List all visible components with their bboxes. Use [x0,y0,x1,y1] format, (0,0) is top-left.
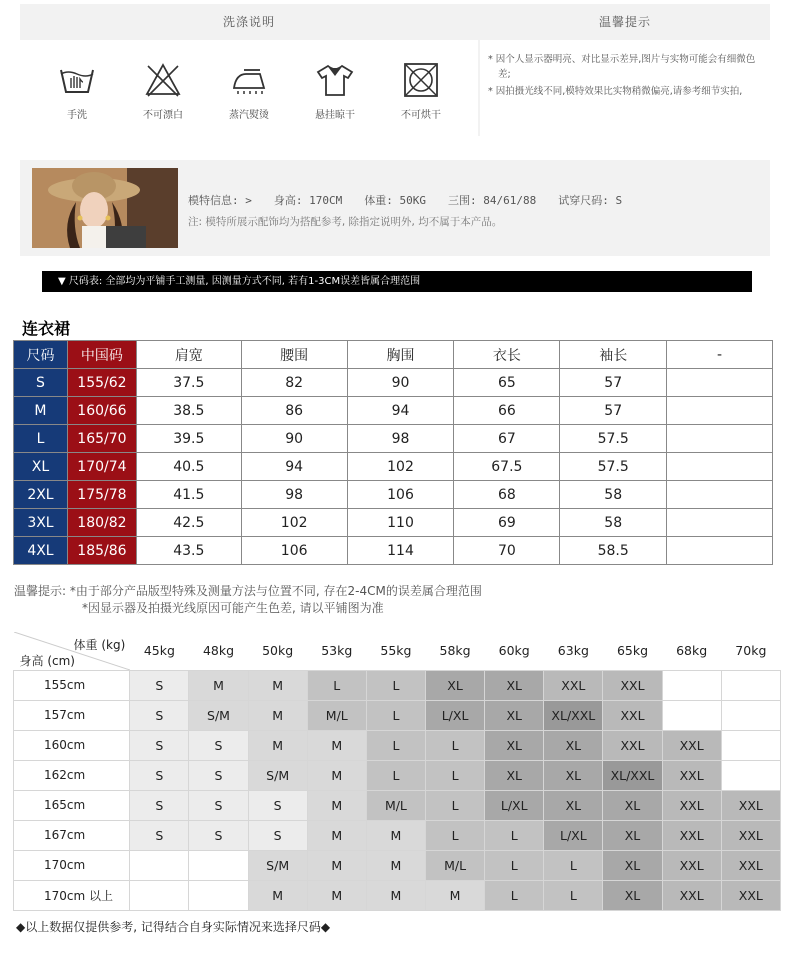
table-cell: 3XL [14,509,68,537]
size-cell: L [426,730,485,760]
height-label: 167cm [14,820,130,850]
care-item-hang-dry: 悬挂晾干 [300,62,370,121]
weight-header: 58kg [426,632,485,670]
model-measurements: 三围: 84/61/88 [447,194,537,207]
size-cell: M/L [307,700,366,730]
size-cell: M [366,820,425,850]
table-row [14,397,773,425]
table-row [14,850,781,880]
size-cell: M [307,790,366,820]
table-cell: 106 [347,481,454,509]
size-cell [721,730,780,760]
size-cell: S [189,790,248,820]
table-cell: 94 [241,453,347,481]
size-table-header [14,341,773,369]
size-cell: XL [544,790,603,820]
size-cell: L [485,850,544,880]
size-cell [721,760,780,790]
header-cell: 袖长 [560,341,667,369]
header-cell: 胸围 [347,341,454,369]
table-cell: 39.5 [136,425,241,453]
table-cell: 58.5 [560,537,667,565]
size-cell: M [307,820,366,850]
care-item-no-tumble-dry: 不可烘干 [386,62,456,121]
table-cell [667,537,773,565]
size-cell: L [307,670,366,700]
table-cell: 82 [241,369,347,397]
header-cell: 中国码 [67,341,136,369]
size-cell: XL [485,700,544,730]
height-label: 170cm 以上 [14,880,130,910]
table-cell [667,425,773,453]
table-cell: 43.5 [136,537,241,565]
hand-wash-icon [58,62,96,98]
table-cell: 68 [454,481,560,509]
model-weight: 体重: 50KG [364,194,426,207]
size-cell [130,880,189,910]
notice-panel [480,4,770,136]
size-cell [662,670,721,700]
table-cell: 67.5 [454,453,560,481]
size-cell: XL/XXL [544,700,603,730]
table-cell: 94 [347,397,454,425]
size-cell: S/M [189,700,248,730]
table-cell: 37.5 [136,369,241,397]
table-cell: 4XL [14,537,68,565]
table-cell: 67 [454,425,560,453]
height-axis-label: 身高 (cm) [19,654,75,668]
size-cell: L [366,700,425,730]
height-label: 157cm [14,700,130,730]
washing-title: 洗涤说明 [222,15,275,29]
table-cell [667,481,773,509]
table-row [14,425,773,453]
table-cell: 90 [241,425,347,453]
size-cell: S [189,730,248,760]
size-recommendation-grid [13,632,781,911]
size-cell [662,700,721,730]
table-cell: 57 [560,397,667,425]
size-cell: XL [426,670,485,700]
table-row [14,369,773,397]
size-tip [14,583,482,617]
table-row [14,760,781,790]
table-cell: 41.5 [136,481,241,509]
height-label: 165cm [14,790,130,820]
weight-header: 55kg [366,632,425,670]
header-cell: 衣长 [454,341,560,369]
height-label: 170cm [14,850,130,880]
notice-line: * 因个人显示器明亮、对比显示差异,图片与实物可能会有细微色差; [488,54,756,80]
weight-header-row [14,632,781,670]
care-item-no-bleach: 不可漂白 [128,62,198,121]
weight-header: 68kg [662,632,721,670]
table-cell: 185/86 [67,537,136,565]
size-cell [189,850,248,880]
weight-header: 45kg [130,632,189,670]
table-cell: XL [14,453,68,481]
size-cell: XL [544,760,603,790]
table-row [14,509,773,537]
model-note: 注: 模特所展示配饰均为搭配参考, 除指定说明外, 均不属于本产品。 [188,216,503,228]
size-cell: S [130,700,189,730]
table-cell: 170/74 [67,453,136,481]
size-cell: S/M [248,850,307,880]
table-cell: 58 [560,509,667,537]
table-cell [667,369,773,397]
size-cell: L [485,820,544,850]
size-cell: XXL [603,730,662,760]
tip-line-2: *因显示器及拍摄光线原因可能产生色差, 请以平铺图为准 [82,601,384,615]
washing-instructions [20,4,478,136]
table-cell: 66 [454,397,560,425]
table-row [14,820,781,850]
weight-header: 65kg [603,632,662,670]
size-cell: XL [603,850,662,880]
size-cell: XXL [721,790,780,820]
size-cell: L [426,760,485,790]
notice-title: 温馨提示 [598,15,651,29]
weight-axis-label: 体重 (kg) [73,638,126,652]
table-cell: 38.5 [136,397,241,425]
table-row [14,537,773,565]
table-cell: 106 [241,537,347,565]
size-cell: S [130,670,189,700]
height-label: 160cm [14,730,130,760]
size-cell: S [189,760,248,790]
steam-iron-icon [230,62,268,98]
size-cell: XXL [662,790,721,820]
table-cell: 57.5 [560,425,667,453]
size-cell: XXL [662,880,721,910]
size-cell: XXL [544,670,603,700]
weight-header: 50kg [248,632,307,670]
table-cell: 114 [347,537,454,565]
size-cell: L/XL [426,700,485,730]
size-cell: M/L [366,790,425,820]
table-cell: 98 [241,481,347,509]
size-cell: XXL [721,820,780,850]
size-cell: XL [544,730,603,760]
table-cell: 69 [454,509,560,537]
size-cell: L [366,670,425,700]
table-cell: 86 [241,397,347,425]
header-cell: 尺码 [14,341,68,369]
table-cell: 110 [347,509,454,537]
size-cell: S/M [248,760,307,790]
size-cell: L [426,820,485,850]
header-cell: 肩宽 [136,341,241,369]
size-cell: XL [485,760,544,790]
weight-header: 60kg [485,632,544,670]
size-cell: M [248,670,307,700]
size-cell: L [426,790,485,820]
no-tumble-dry-icon [402,62,440,98]
size-cell: XL [485,670,544,700]
weight-header: 70kg [721,632,780,670]
size-cell: L [366,730,425,760]
size-cell: S [130,730,189,760]
size-cell: XXL [662,730,721,760]
size-cell: S [248,820,307,850]
model-label: 模特信息: > [188,194,252,207]
size-cell: S [130,790,189,820]
size-cell: M [307,880,366,910]
table-cell: 175/78 [67,481,136,509]
height-label: 162cm [14,760,130,790]
tip-line-1: 温馨提示: *由于部分产品版型特殊及测量方法与位置不同, 存在2-4CM的误差属合理范围 [14,584,482,598]
table-row [14,700,781,730]
size-cell: M [366,850,425,880]
header-cell: 腰围 [241,341,347,369]
grid-corner [14,632,130,670]
size-cell: S [248,790,307,820]
model-size: 试穿尺码: S [558,194,623,207]
size-cell: XXL [662,760,721,790]
table-row [14,730,781,760]
size-cell: S [189,820,248,850]
table-cell: 57.5 [560,453,667,481]
size-cell: XL/XXL [603,760,662,790]
size-cell: XXL [603,700,662,730]
size-cell: M [307,850,366,880]
table-cell: 160/66 [67,397,136,425]
table-cell [667,397,773,425]
size-cell: L/XL [485,790,544,820]
table-cell: L [14,425,68,453]
size-cell: XL [603,820,662,850]
size-chart-banner: ▼ 尺码表: 全部均为平铺手工测量, 因测量方式不同, 若有1-3CM误差皆属合理范围 [42,271,752,292]
size-cell: M/L [426,850,485,880]
size-cell [721,670,780,700]
size-cell: S [130,820,189,850]
size-cell: XXL [662,820,721,850]
footer-note: ◆以上数据仅提供参考, 记得结合自身实际情况来选择尺码◆ [16,920,331,934]
size-cell: M [366,880,425,910]
table-cell: 180/82 [67,509,136,537]
weight-header: 53kg [307,632,366,670]
size-cell: L [544,880,603,910]
table-cell: 98 [347,425,454,453]
size-cell: L [544,850,603,880]
size-cell: XXL [721,850,780,880]
size-cell: L [485,880,544,910]
header-cell: - [667,341,773,369]
table-cell: 58 [560,481,667,509]
size-cell: M [189,670,248,700]
table-cell: 102 [347,453,454,481]
size-cell: M [248,730,307,760]
size-cell [130,850,189,880]
table-cell: S [14,369,68,397]
size-cell: XL [485,730,544,760]
model-info-panel [20,160,770,256]
size-cell: XXL [721,880,780,910]
care-item-steam-iron: 蒸汽熨烫 [214,62,284,121]
size-cell [189,880,248,910]
table-cell: 70 [454,537,560,565]
size-cell: XXL [603,670,662,700]
table-cell [667,453,773,481]
height-label: 155cm [14,670,130,700]
table-cell: 65 [454,369,560,397]
table-cell: 90 [347,369,454,397]
table-cell: 165/70 [67,425,136,453]
weight-header: 48kg [189,632,248,670]
care-panel [20,4,770,136]
table-cell: M [14,397,68,425]
size-cell: M [248,880,307,910]
hang-dry-icon [316,62,354,98]
size-cell: XL [603,880,662,910]
size-cell: L [366,760,425,790]
size-cell: XXL [662,850,721,880]
table-cell: 2XL [14,481,68,509]
table-row [14,670,781,700]
table-cell: 40.5 [136,453,241,481]
model-image [32,168,178,248]
size-table [13,340,773,565]
table-cell [667,509,773,537]
size-cell: M [307,760,366,790]
size-table-title: 连衣裙 [22,319,71,338]
model-photo [32,168,178,248]
model-height: 身高: 170CM [273,194,343,207]
table-cell: 102 [241,509,347,537]
table-row [14,790,781,820]
table-cell: 42.5 [136,509,241,537]
size-cell [721,700,780,730]
table-row [14,880,781,910]
care-item-hand-wash: 手洗 [42,62,112,121]
notice-line: * 因拍摄光线不同,模特效果比实物稍微偏亮,请参考细节实拍, [488,86,743,97]
no-bleach-icon [144,62,182,98]
weight-header: 63kg [544,632,603,670]
table-row [14,481,773,509]
size-cell: M [426,880,485,910]
table-row [14,453,773,481]
size-cell: S [130,760,189,790]
size-cell: L/XL [544,820,603,850]
size-cell: M [307,730,366,760]
table-cell: 57 [560,369,667,397]
size-cell: XL [603,790,662,820]
size-cell: M [248,700,307,730]
table-cell: 155/62 [67,369,136,397]
